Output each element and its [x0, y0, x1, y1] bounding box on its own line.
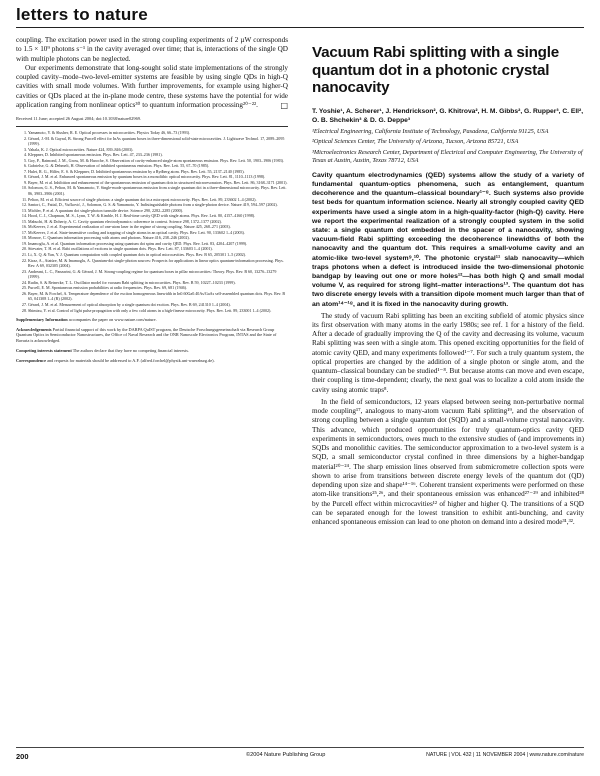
reference-item: 20. Stievater, T. H. et al. Rabi oscillations of excitons in single quantum dots. Phys. Rev. Lett. 87, 133603 1–4 (2001).: [28, 246, 288, 252]
left-column: [16, 36, 288, 363]
affiliation-item: ²Optical Sciences Center, The University of Arizona, Tucson, Arizona 85721, USA: [312, 138, 519, 146]
reference-item: 7. Hulet, R. G., Hilfer, E. S. & Kleppner, D. Inhibited spontaneous emission by a Rydberg atom. Phys. Rev. Lett. 55, 2137–2140 (1985).: [28, 169, 288, 175]
notes-section: [16, 317, 288, 363]
reference-item: 8. Gérard, J. M. et al. Enhanced spontaneous emission by quantum boxes in a monolithic optical microcavity. Phys. Rev. Lett. 81, 1110–1113 (1998).: [28, 174, 288, 180]
reference-item: 10. Solomon, G. S., Pelton, M. & Yamamoto, Y. Single-mode spontaneous emission from a single quantum dot in a three-dimensional microcavity. Phys. Rev. Lett. 86, 3903–3906 (2001).: [28, 185, 288, 196]
note-label: Acknowledgements: [16, 326, 52, 332]
reference-item: 24. Rudin, S. & Reinecke, T. L. Oscillator model for vacuum Rabi splitting in microcavities. Phys. Rev. B 59, 10227–10233 (1999).: [28, 280, 288, 286]
body-paragraph-1: The study of vacuum Rabi splitting has been an exciting subfield of atomic physics since its first observation with many atoms in the early 1980s; see ref. 1 for a history of the field. After a decade of gradually improving the Q of the cavity and decreasing its volume, vacuum Rabi splitting was seen with a single atom. This opened exciting opportunities for the field of atomic cavity QED, and many experiments followed¹⁻⁷. For such a truly quantum system, the optical properties are changed by the addition of a single photon or single atom, and the quantum–classical boundary can be studied¹⁻⁸. But because atoms can move and even escape, their coupling is time-dependent; clearly, the next goal was to localize a cold atom inside the cavity using atomic traps⁸.: [312, 311, 584, 394]
intro-paragraph-2-text: Our experiments demonstrate that long-sought solid state implementations of the strongly coupled cavity–mode–two-level-emitter systems are feasible by using single QDs in high-Q cavities with small mode volumes. With further improvements, for example using higher-Q cavities or QDs placed at the in-plane mode centre, these systems have the potential for wide application ranging from nonlinear optics³⁰ to quantum information processing²⁰⁻²².: [16, 63, 288, 109]
affiliation-item: ¹Electrical Engineering, California Institute of Technology, Pasadena, California 91125, USA: [312, 127, 549, 135]
reference-item: 15. Mabuchi, H. & Doherty, A. C. Cavity quantum electrodynamics: coherence in context. Science 298, 1372–1377 (2002).: [28, 219, 288, 225]
article-title: Vacuum Rabi splitting with a single quantum dot in a photonic crystal nanocavity: [312, 44, 560, 96]
received-line: Received 11 June; accepted 26 August 2004; doi:10.1038/nature02969.: [16, 116, 142, 121]
reference-item: 19. Imamoglu, A. et al. Quantum information processing using quantum dot spins and cavity QED. Phys. Rev. Lett. 83, 4204–4207 (1999).: [28, 241, 288, 247]
intro-paragraph-1: coupling. The excitation power used in the strong coupling experiments of 2 µW corresponds to 1.5 × 10⁹ photons s⁻¹ in the cavity averaged over time; that is, interactions of the single QD with multiple photons can be neglected.: [16, 36, 288, 63]
note-text: accompanies the paper on www.nature.com/nature.: [68, 317, 157, 323]
reference-item: 18. Monroe, C. Quantum information processing with atoms and photons. Nature 416, 238–246 (2002).: [28, 235, 288, 241]
reference-item: 14. Hood, C. J., Chapman, M. S., Lynn, T. W. & Kimble, H. J. Real-time cavity QED with single atoms. Phys. Rev. Lett. 80, 4157–4160 (1998).: [28, 213, 288, 219]
note-text: and requests for materials should be addressed to A.F. (alfred.forchel@physik.uni-wuerzburg.de).: [47, 357, 215, 363]
section-header: letters to nature: [16, 5, 148, 24]
intro-paragraph-2: [16, 64, 288, 110]
reference-item: 5. Goy, P., Raimond, J. M., Gross, M. & Haroche, S. Observation of cavity-enhanced single-atom spontaneous emission. Phys. Rev. Lett. 50, 1903–1906 (1983).: [28, 158, 288, 164]
journal-info: NATURE | VOL 432 | 11 NOVEMBER 2004 | www.nature.com/nature: [426, 752, 584, 758]
reference-item: 2. Gérard, J.-M. & Gayral, B. Strong Purcell effect for InAs quantum boxes in three-dimensional solid-state microcavities. J. Lightwave Technol. 17, 2089–2095 (1999).: [28, 136, 288, 147]
publisher-line: ©2004 Nature Publishing Group: [246, 752, 326, 758]
reference-item: 21. Li, X. Q. & Yan, Y. J. Quantum computation with coupled quantum dots in optical microcavities. Phys. Rev. B 65, 205301 1–5 (2002).: [28, 252, 288, 258]
reference-list: [16, 130, 288, 313]
reference-item: 27. Gérard, J. M. et al. Measurement of optical absorption by a single quantum dot exciton. Phys. Rev. B 69, 241310 1–4 (2004).: [28, 302, 288, 308]
note-text: The authors declare that they have no competing financial interests.: [72, 347, 189, 353]
note-item: [16, 358, 288, 364]
reference-item: 13. Michler, P. et al. A quantum dot single-photon turnstile device. Science 290, 2282–2285 (2000).: [28, 208, 288, 214]
note-item: [16, 317, 288, 323]
reference-item: 9. Bayer, M. et al. Inhibition and enhancement of the spontaneous emission of quantum dots in structured microresonators. Phys. Rev. Lett. 86, 3168–3171 (2001).: [28, 180, 288, 186]
reference-item: 22. Kiraz, A., Atatüre, M. & Imamoglu, A. Quantum-dot single-photon sources: Prospects for applications in linear optics quantum-information processing. Phys. Rev. A 69, 032305 (2004).: [28, 258, 288, 269]
reference-item: 11. Pelton, M. et al. Efficient source of single photons: a single quantum dot in a micropost microcavity. Phys. Rev. Lett. 89, 233602 1–4 (2002).: [28, 197, 288, 203]
reference-item: 1. Yamamoto, Y. & Slusher, R. E. Optical processes in microcavities. Physics Today 46, 66–73 (1993).: [28, 130, 288, 136]
author-list: T. Yoshie¹, A. Scherer¹, J. Hendrickson², G. Khitrova², H. M. Gibbs², G. Rupper³, C. Ell², O. B. Shchekin³ & D. G. Deppe³: [312, 107, 584, 124]
note-label: Correspondence: [16, 357, 46, 363]
affiliations: [312, 128, 584, 165]
reference-item: 6. Gabrielse, G. & Dehmelt, H. Observation of inhibited spontaneous emission. Phys. Rev. Lett. 55, 67–70 (1985).: [28, 163, 288, 169]
header-rule: [16, 27, 584, 28]
body-paragraph-2: In the field of semiconductors, 12 years elapsed between seeing non-perturbative normal mode coupling¹⁷, analogous to many-atom vacuum Rabi splitting¹⁹, and the observation of strong coupling between a single quantum dot (SQD) and a small-volume crystal nanocavity. This advance, which produced opportunities for truly quantum-optics cavity QED experiments in semiconductors, owes much to the extensive studies of (and improvements in) SQDs and monolithic cavities. The semiconductor approximation to a two-level system is a SQD, a small semiconductor crystal confined in three dimensions by a higher-bandgap material²⁰⁻²⁴. The sharp emission lines observed from submicrometre collection spots were shown to arise from transitions between discrete energy levels of the quantum dot (QD) depending upon size and shape¹⁴⁻¹⁶. Coherent transient experiments were performed on these atom-like transitions²⁵,²⁶, and their spontaneous emission was enhanced²⁷⁻²⁹ and inhibited²⁸ by the Purcell effect within microcavities¹² of higher and higher Q. The transitions of a SQD can be separated enough for the lowest transition to exhibit anti-bunching, and cavity enhanced spontaneous emission can lead to one photon on demand into a desired mode³¹,³².: [312, 397, 584, 527]
reference-item: 3. Vahala, K. J. Optical microcavities. Nature 424, 839–846 (2003).: [28, 147, 288, 153]
reference-item: 4. Kleppner, D. Inhibited spontaneous emission. Phys. Rev. Lett. 47, 233–236 (1981).: [28, 152, 288, 158]
reference-item: 12. Santori, C., Fattal, D., Vučković, J., Solomon, G. S. & Yamamoto, Y. Indistinguishable photons from a single-photon device. Nature 419, 594–597 (2002).: [28, 202, 288, 208]
note-label: Competing interests statement: [16, 347, 72, 353]
end-of-article-symbol: □: [280, 100, 288, 110]
reference-item: 17. McKeever, J. et al. State-insensitive cooling and trapping of single atoms in an optical cavity. Phys. Rev. Lett. 90, 133602 1–4 (2003).: [28, 230, 288, 236]
note-item: [16, 348, 288, 354]
reference-item: 25. Purcell, E. M. Spontaneous emission probabilities at radio frequencies. Phys. Rev. 69, 681 (1946).: [28, 285, 288, 291]
reference-item: 28. Shimizu, Y. et al. Control of light pulse propagation with only a few cold atoms in a high-finesse microcavity. Phys. Rev. Lett. 89, 233001 1–4 (2002).: [28, 308, 288, 314]
references-rule: [16, 126, 288, 127]
reference-item: 26. Bayer, M. & Forchel, A. Temperature dependence of the exciton homogeneous linewidth in In0.60Ga0.40As/GaAs self-assembled quantum dots. Phys. Rev. B 65, 041308 1–4 (R) (2002).: [28, 291, 288, 302]
footer-rule: [16, 747, 584, 748]
abstract: Cavity quantum electrodynamics (QED) systems allow the study of a variety of fundamental quantum-optics phenomena, such as entanglement, quantum decoherence and the quantum–classical boundary¹⁻⁸. Such systems also provide test beds for quantum information science. Nearly all strongly coupled cavity QED experiments have used a single atom in a high-quality-factor (high-Q) cavity. Here we report the experimental realization of a strongly coupled system in the solid state: a single quantum dot embedded in the spacer of a nanocavity, showing vacuum-field Rabi splitting exceeding the decoherence linewidths of both the nanocavity and the quantum dot. This requires a small-volume cavity and an atomic-like two-level system⁹,¹⁰. The photonic crystal¹¹ slab nanocavity—which traps photons when a defect is introduced inside the two-dimensional photonic bandgap by leaving out one or more holes¹²—has both high Q and small modal volume V, as required for strong light–matter interactions¹³. The quantum dot has two discrete energy levels with a transition dipole moment much larger than that of an atom¹⁴⁻¹⁸, and it is fixed in the nanocavity during growth.: [312, 171, 584, 308]
note-label: Supplementary Information: [16, 317, 68, 323]
reference-item: 16. McKeever, J. et al. Experimental realization of one-atom laser in the regime of strong coupling. Nature 425, 268–271 (2003).: [28, 224, 288, 230]
affiliation-item: ³Microelectronics Research Center, Department of Electrical and Computer Engineering, The University of Texas at Austin, Austin, Texas 78712, USA: [312, 149, 583, 164]
note-text: Partial financial support of this work by the DARPA QuIST program, the Deutsche Forschungsgemeinschaft via Research Group Quantum Optics in Semiconductor Nanostructures, the Office of Naval Research and the ONR Nanoscale Electronics Program, INTAS and the State of Bavaria is acknowledged.: [16, 326, 277, 344]
note-item: [16, 327, 288, 344]
reference-item: 23. Andreani, L. C., Panzarini, G. & Gérard, J. M. Strong-coupling regime for quantum boxes in pillar microcavities: Theory. Phys. Rev. B 60, 13276–13279 (1999).: [28, 269, 288, 280]
right-column: [312, 36, 584, 527]
page-number: 200: [16, 752, 29, 761]
